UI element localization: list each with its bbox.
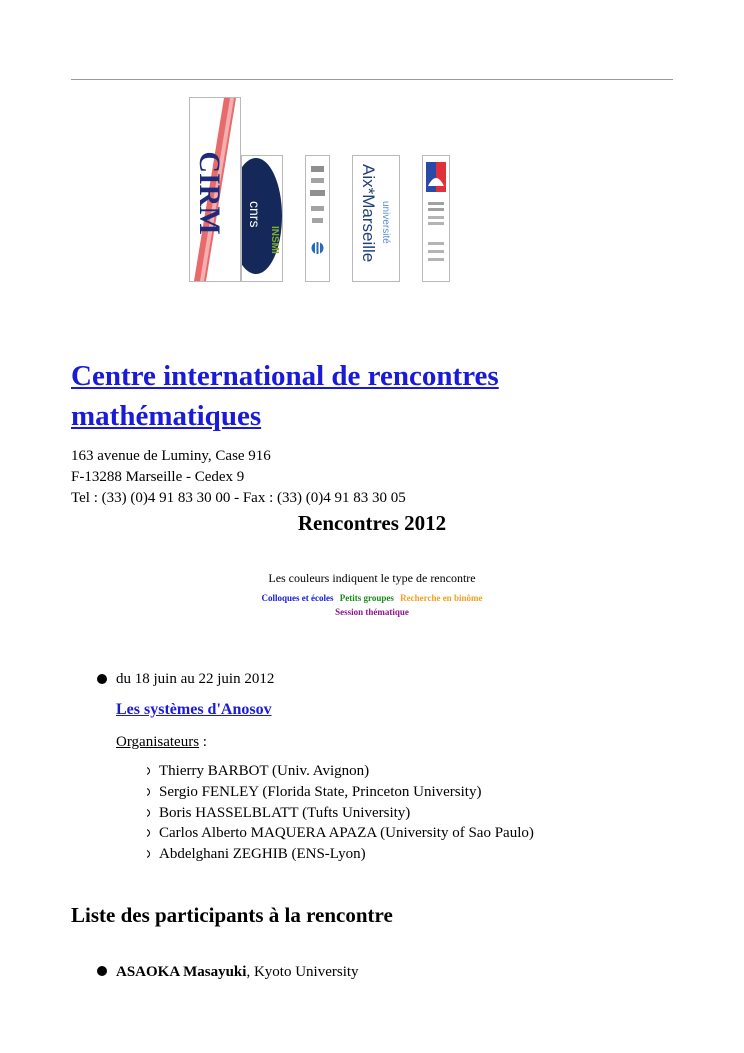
address-line-1: 163 avenue de Luminy, Case 916 xyxy=(71,448,271,464)
legend-session-thematique: Session thématique xyxy=(335,607,409,617)
cnrs-logo[interactable] xyxy=(241,155,283,282)
event-title-link[interactable]: Les systèmes d'Anosov xyxy=(116,701,272,718)
legend-note: Les couleurs indiquent le type de rencontre xyxy=(268,571,476,585)
organiser-item: Sergio FENLEY (Florida State, Princeton University) xyxy=(159,784,482,800)
bullet-disc-icon xyxy=(97,674,107,684)
cnrs-logo-sub: INSMI xyxy=(269,226,280,254)
legend-petits-groupes: Petits groupes xyxy=(339,593,394,603)
legend-recherche-binome: Recherche en binôme xyxy=(400,593,483,603)
phone-fax-line: Tel : (33) (0)4 91 83 30 00 - Fax : (33) (0)4 91 83 30 05 xyxy=(71,490,406,506)
smf-logo[interactable] xyxy=(305,155,330,282)
address-line-2: F-13288 Marseille - Cedex 9 xyxy=(71,469,245,485)
amu-logo-text: Aix*Marseille xyxy=(359,164,378,263)
participant-name: ASAOKA Masayuki xyxy=(116,964,247,980)
organiser-item: Thierry BARBOT (Univ. Avignon) xyxy=(159,763,370,779)
cirm-logo-text: CIRM xyxy=(193,151,226,235)
bullet-disc-icon xyxy=(97,966,107,976)
top-rule xyxy=(71,79,673,80)
bullet-circle-icon xyxy=(142,829,150,837)
organiser-item: Carlos Alberto MAQUERA APAZA (University of Sao Paulo) xyxy=(159,825,534,841)
cnrs-logo-text: cnrs xyxy=(247,201,263,228)
organiser-item: Boris HASSELBLATT (Tufts University) xyxy=(159,805,411,821)
participant-item xyxy=(116,962,359,982)
bullet-circle-icon xyxy=(142,767,150,775)
amu-logo-sub: université xyxy=(380,201,391,244)
legend-colloques: Colloques et écoles xyxy=(261,593,334,603)
year-heading: Rencontres 2012 xyxy=(297,511,447,535)
bullet-circle-icon xyxy=(142,809,150,817)
organisers-label: Organisateurs xyxy=(116,734,200,750)
organisers-suffix: : xyxy=(199,734,207,750)
institution-title-link[interactable]: Centre international de rencontres mathématiques xyxy=(71,360,499,432)
organisers-line xyxy=(116,732,207,752)
republique-francaise-logo[interactable] xyxy=(422,155,450,282)
participant-affiliation: , Kyoto University xyxy=(246,964,359,980)
participants-heading: Liste des participants à la rencontre xyxy=(71,903,393,927)
event-dates: du 18 juin au 22 juin 2012 xyxy=(116,671,275,687)
aix-marseille-logo[interactable] xyxy=(352,155,400,282)
organiser-item: Abdelghani ZEGHIB (ENS-Lyon) xyxy=(159,846,366,862)
bullet-circle-icon xyxy=(142,850,150,858)
legend-row-2 xyxy=(0,607,744,617)
legend-row-1 xyxy=(0,593,744,603)
bullet-circle-icon xyxy=(142,788,150,796)
cirm-logo[interactable] xyxy=(189,97,241,282)
